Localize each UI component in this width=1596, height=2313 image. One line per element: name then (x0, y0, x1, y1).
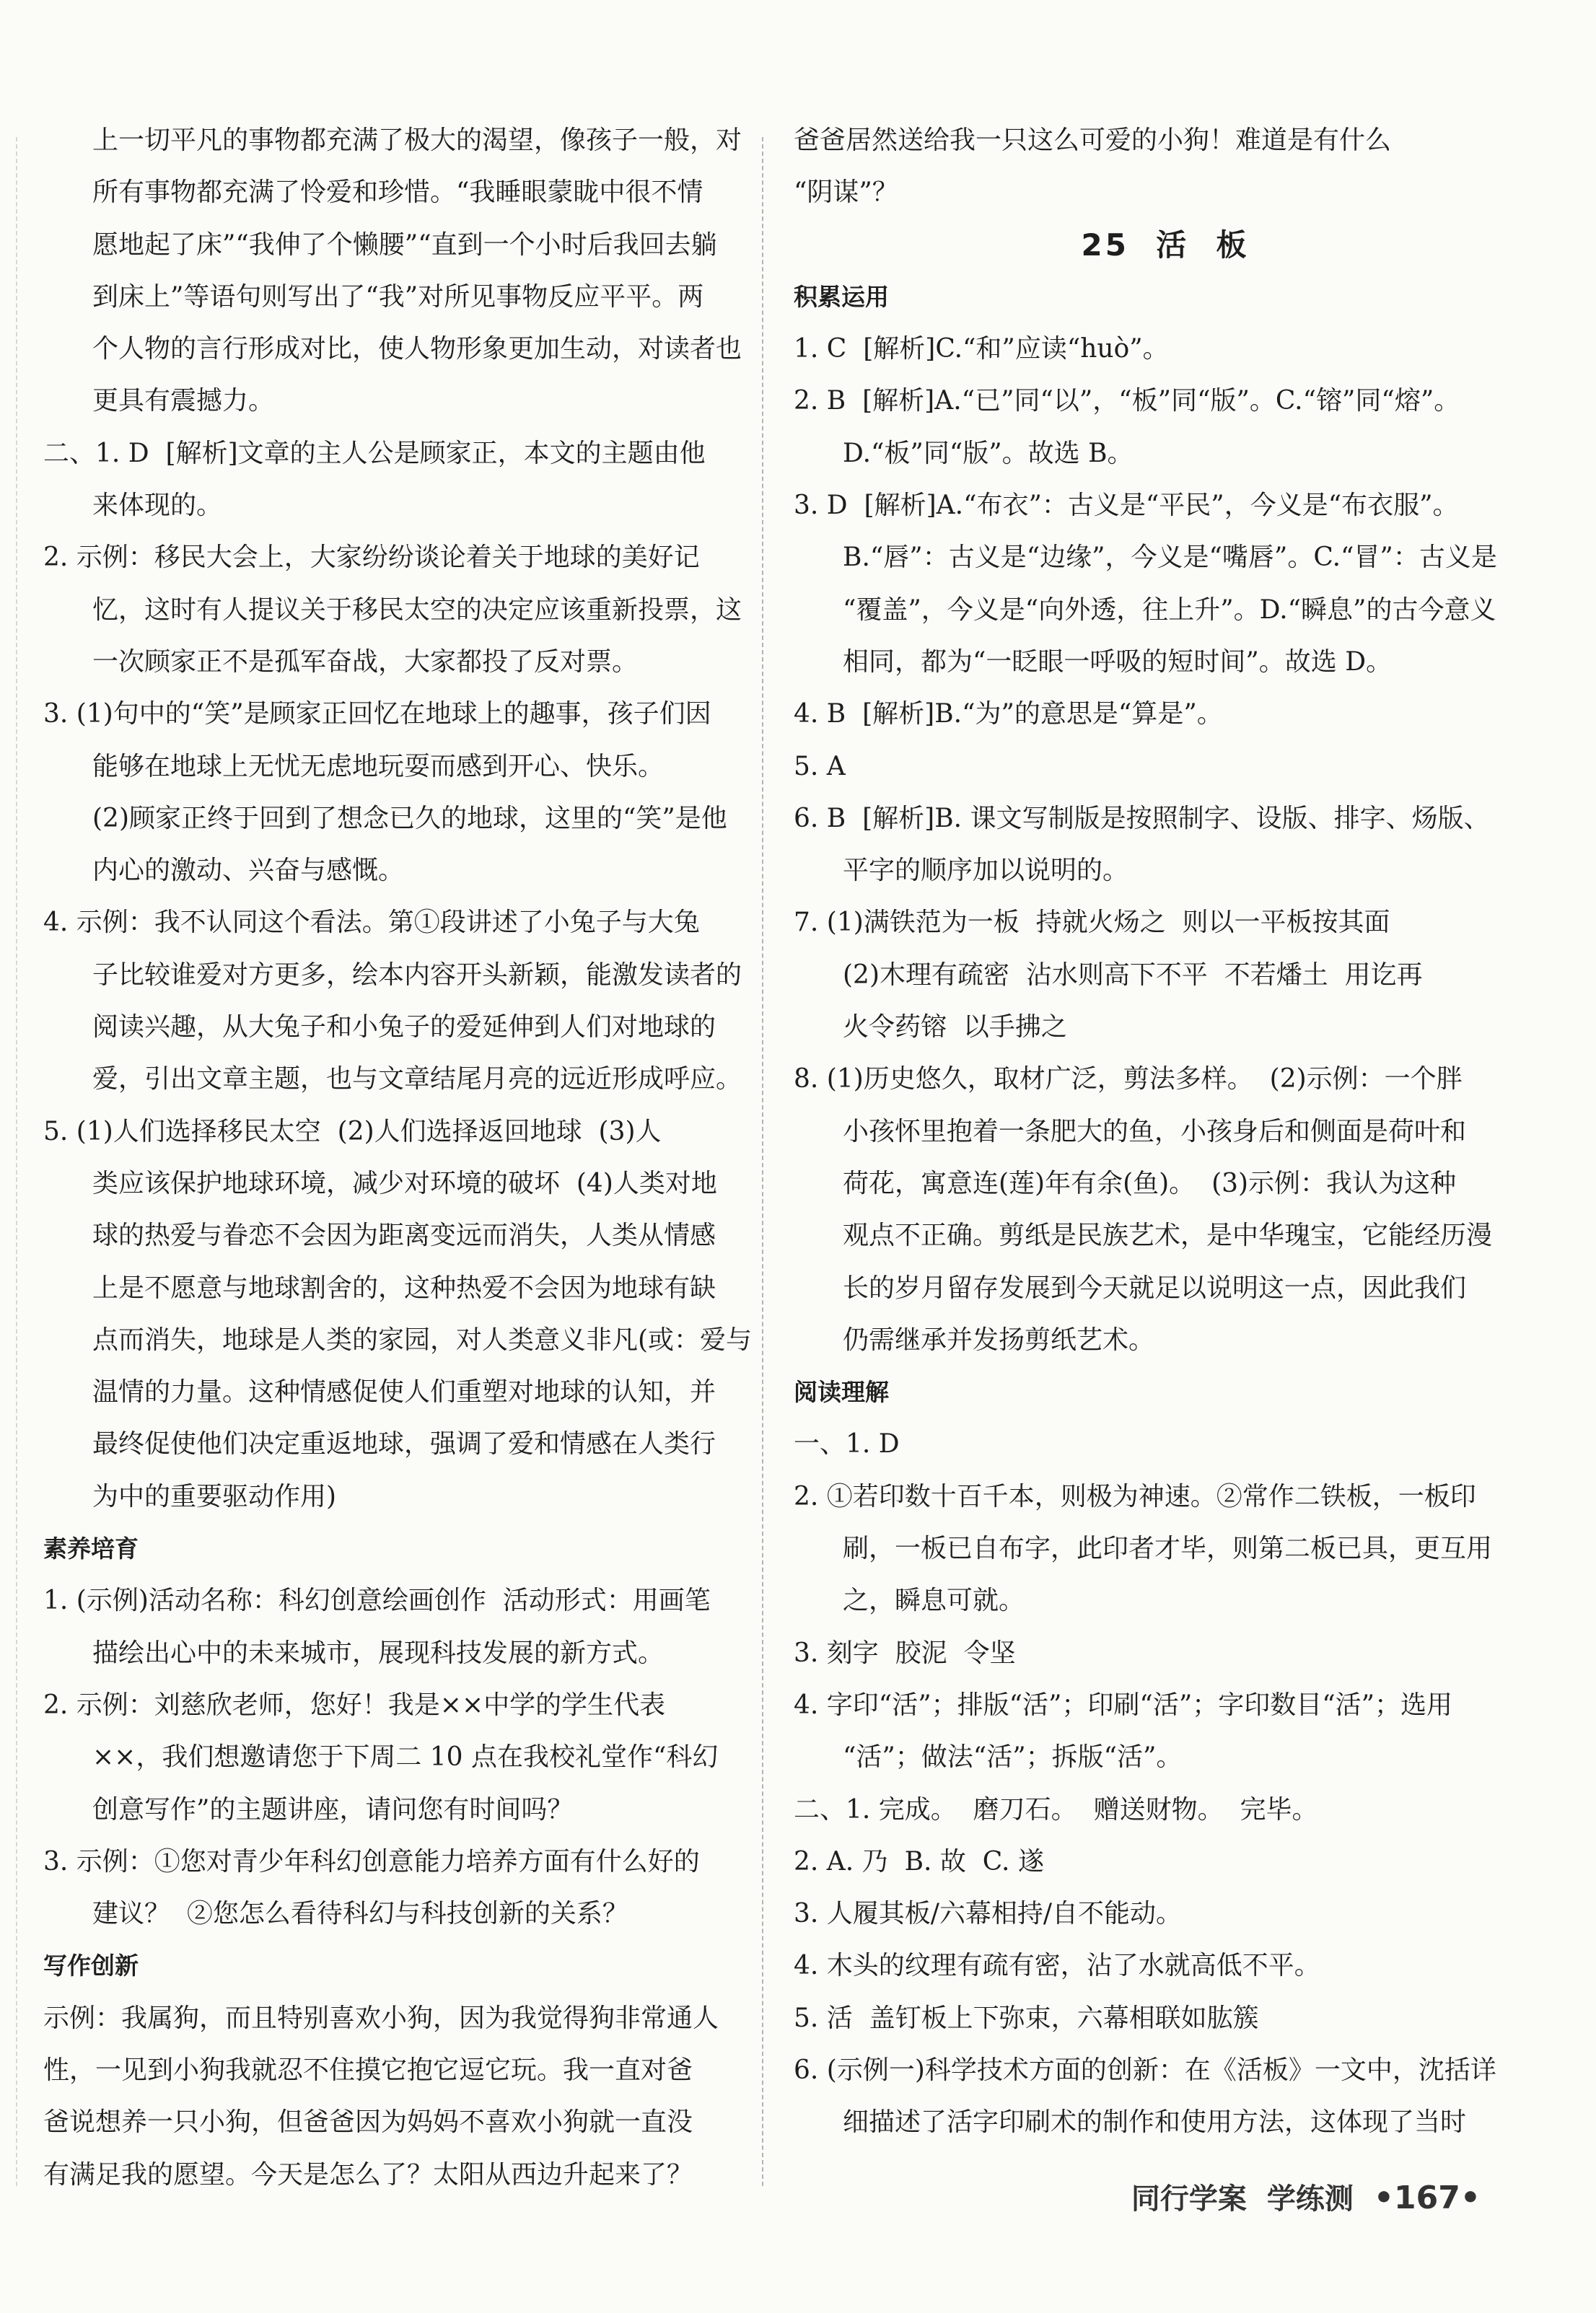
right-text-line: 平字的顺序加以说明的。 (843, 856, 1129, 886)
right-text-line: 5. A (794, 751, 846, 781)
right-text-line: 之，瞬息可就。 (843, 1586, 1025, 1616)
left-text-line: 示例：我属狗，而且特别喜欢小狗，因为我觉得狗非常通人 (43, 2003, 719, 2033)
left-text-line: 4. 示例：我不认同这个看法。第①段讲述了小兔子与大兔 (43, 908, 700, 938)
right-text-line: 6. B [解析]B. 课文写制版是按照制字、设版、排字、炀版、 (794, 803, 1490, 833)
left-text-line: 点而消失，地球是人类的家园，对人类意义非凡(或：爱与 (92, 1325, 753, 1355)
left-text-line: 愿地起了床”“我伸了个懒腰”“直到一个小时后我回去躺 (92, 229, 717, 260)
left-text-line: 1. (示例)活动名称：科幻创意绘画创作 活动形式：用画笔 (43, 1586, 711, 1616)
footer-series: 学练测 (1266, 2182, 1354, 2216)
left-text-line: 个人物的言行形成对比，使人物形象更加生动，对读者也 (92, 334, 742, 364)
column-divider (762, 137, 763, 2186)
right-text-line: 3. 人履其板/六幕相持/自不能动。 (794, 1899, 1183, 1929)
left-text-line: 球的热爱与眷恋不会因为距离变远而消失，人类从情感 (92, 1221, 716, 1251)
left-text-line: 为中的重要驱动作用) (92, 1481, 337, 1511)
left-column (43, 121, 753, 2195)
left-text-line: ××，我们想邀请您于下周二 10 点在我校礼堂作“科幻 (92, 1742, 719, 1773)
left-text-line: 建议？ ②您怎么看待科幻与科技创新的关系？ (92, 1899, 628, 1929)
left-text-line: 更具有震撼力。 (92, 386, 275, 416)
right-text-line: 25 活 板 (1081, 227, 1250, 263)
right-text-line: 5. 活 盖钉板上下弥束，六幕相联如肱簇 (794, 2003, 1259, 2033)
left-text-line: 性，一见到小狗我就忍不住摸它抱它逗它玩。我一直对爸 (43, 2055, 693, 2085)
right-text-line: “阴谋”？ (794, 177, 898, 208)
left-text-line: 到床上”等语句则写出了“我”对所见事物反应平平。两 (92, 281, 704, 312)
right-text-line: 4. 木头的纹理有疏有密，沾了水就高低不平。 (794, 1951, 1320, 1981)
right-text-line: 4. B [解析]B.“为”的意思是“算是”。 (794, 699, 1223, 729)
left-text-line: 2. 示例：刘慈欣老师，您好！我是××中学的学生代表 (43, 1690, 666, 1720)
right-text-line: 细描述了活字印刷术的制作和使用方法，这体现了当时 (843, 2107, 1467, 2138)
left-text-line: 创意写作”的主题讲座，请问您有时间吗？ (92, 1794, 574, 1825)
right-text-line: 6. (示例一)科学技术方面的创新：在《活板》一文中，沈括详 (794, 2055, 1496, 2085)
left-text-line: 写作创新 (43, 1952, 139, 1980)
right-text-line: 小孩怀里抱着一条肥大的鱼，小孩身后和侧面是荷叶和 (843, 1116, 1467, 1146)
left-text-line: 温情的力量。这种情感促使人们重塑对地球的认知，并 (92, 1377, 716, 1408)
left-text-line: 上一切平凡的事物都充满了极大的渴望，像孩子一般，对 (92, 126, 742, 155)
right-text-line: 二、1. 完成。 磨刀石。 赠送财物。 完毕。 (794, 1794, 1318, 1825)
footer-brand: 同行学案 (1131, 2182, 1247, 2216)
right-column (794, 121, 1537, 2142)
right-text-line: D.“板”同“版”。故选 B。 (843, 438, 1134, 468)
right-text-line: 8. (1)历史悠久，取材广泛，剪法多样。 (2)示例：一个胖 (794, 1064, 1463, 1094)
left-text-line: 忆，这时有人提议关于移民太空的决定应该重新投票，这 (92, 594, 742, 625)
left-text-line: 上是不愿意与地球割舍的，这种热爱不会因为地球有缺 (92, 1273, 716, 1303)
left-text-line: 阅读兴趣，从大兔子和小兔子的爱延伸到人们对地球的 (92, 1012, 716, 1043)
left-text-line: 来体现的。 (92, 491, 223, 521)
right-text-line: 2. A. 乃 B. 故 C. 遂 (794, 1846, 1044, 1877)
binding-margin-line (16, 137, 17, 2186)
right-text-line: 1. C [解析]C.“和”应读“huò”。 (794, 334, 1169, 364)
left-text-line: 一次顾家正不是孤军奋战，大家都投了反对票。 (92, 646, 639, 677)
left-text-line: 素养培育 (43, 1535, 139, 1563)
right-text-line: 仍需继承并发扬剪纸艺术。 (843, 1325, 1155, 1355)
left-text-line: 爸说想养一只小狗，但爸爸因为妈妈不喜欢小狗就一直没 (43, 2107, 693, 2138)
left-text-line: 能够在地球上无忧无虑地玩耍而感到开心、快乐。 (92, 751, 665, 781)
page-number: •167• (1373, 2180, 1481, 2216)
right-text-line: 一、1. D (794, 1429, 900, 1460)
right-text-line: 爸爸居然送给我一只这么可爱的小狗！难道是有什么 (794, 126, 1392, 155)
left-text-line: 类应该保护地球环境，减少对环境的破坏 (4)人类对地 (92, 1168, 717, 1198)
right-text-line: 4. 字印“活”；排版“活”；印刷“活”；字印数目“活”；选用 (794, 1690, 1453, 1720)
right-text-line: (2)木理有疏密 沾水则高下不平 不若燔土 用讫再 (843, 960, 1423, 990)
right-text-line: 观点不正确。剪纸是民族艺术，是中华瑰宝，它能经历漫 (843, 1221, 1493, 1251)
left-text-line: 3. (1)句中的“笑”是顾家正回忆在地球上的趣事，孩子们因 (43, 699, 711, 729)
left-text-line: 最终促使他们决定重返地球，强调了爱和情感在人类行 (92, 1429, 716, 1460)
right-text-line: 长的岁月留存发展到今天就足以说明这一点，因此我们 (843, 1273, 1467, 1303)
right-text-line: 积累运用 (794, 282, 889, 311)
right-text-line: 2. B [解析]A.“已”同“以”，“板”同“版”。C.“镕”同“熔”。 (794, 386, 1460, 416)
right-text-line: 3. D [解析]A.“布衣”：古义是“平民”，今义是“布衣服”。 (794, 491, 1459, 521)
right-text-line: 荷花，寓意连(莲)年有余(鱼)。 (3)示例：我认为这种 (843, 1168, 1457, 1198)
right-text-line: 7. (1)满铁范为一板 持就火炀之 则以一平板按其面 (794, 908, 1390, 938)
left-text-line: 有满足我的愿望。今天是怎么了？太阳从西边升起来了？ (43, 2159, 693, 2190)
right-text-line: B.“唇”：古义是“边缘”，今义是“嘴唇”。C.“冒”：古义是 (843, 543, 1497, 573)
left-text-line: 子比较谁爱对方更多，绘本内容开头新颖，能激发读者的 (92, 960, 742, 990)
left-text-line: 3. 示例：①您对青少年科幻创意能力培养方面有什么好的 (43, 1846, 700, 1877)
right-text-line: 2. ①若印数十百千本，则极为神速。②常作二铁板，一板印 (794, 1481, 1476, 1511)
left-text-line: 所有事物都充满了怜爱和珍惜。“我睡眼蒙眬中很不情 (92, 177, 703, 208)
right-text-line: “活”；做法“活”；拆版“活”。 (843, 1742, 1183, 1773)
left-text-line: 描绘出心中的未来城市，展现科技发展的新方式。 (92, 1638, 665, 1668)
right-text-line: 相同，都为“一眨眼一呼吸的短时间”。故选 D。 (843, 646, 1393, 677)
right-text-line: 刷，一板已自布字，此印者才毕，则第二板已具，更互用 (843, 1534, 1493, 1564)
left-text-line: (2)顾家正终于回到了想念已久的地球，这里的“笑”是他 (92, 803, 727, 833)
left-text-line: 5. (1)人们选择移民太空 (2)人们选择返回地球 (3)人 (43, 1116, 662, 1146)
left-text-line: 二、1. D [解析]文章的主人公是顾家正，本文的主题由他 (43, 438, 706, 468)
page-footer (1131, 2176, 1481, 2217)
right-text-line: 阅读理解 (794, 1378, 889, 1407)
right-text-line: “覆盖”，今义是“向外透，往上升”。D.“瞬息”的古今意义 (843, 594, 1496, 625)
right-text-line: 火令药镕 以手拂之 (843, 1012, 1067, 1043)
left-text-line: 爱，引出文章主题，也与文章结尾月亮的远近形成呼应。 (92, 1064, 742, 1094)
right-text-line: 3. 刻字 胶泥 令坚 (794, 1638, 1016, 1668)
left-text-line: 内心的激动、兴奋与感慨。 (92, 856, 405, 886)
left-text-line: 2. 示例：移民大会上，大家纷纷谈论着关于地球的美好记 (43, 543, 700, 573)
